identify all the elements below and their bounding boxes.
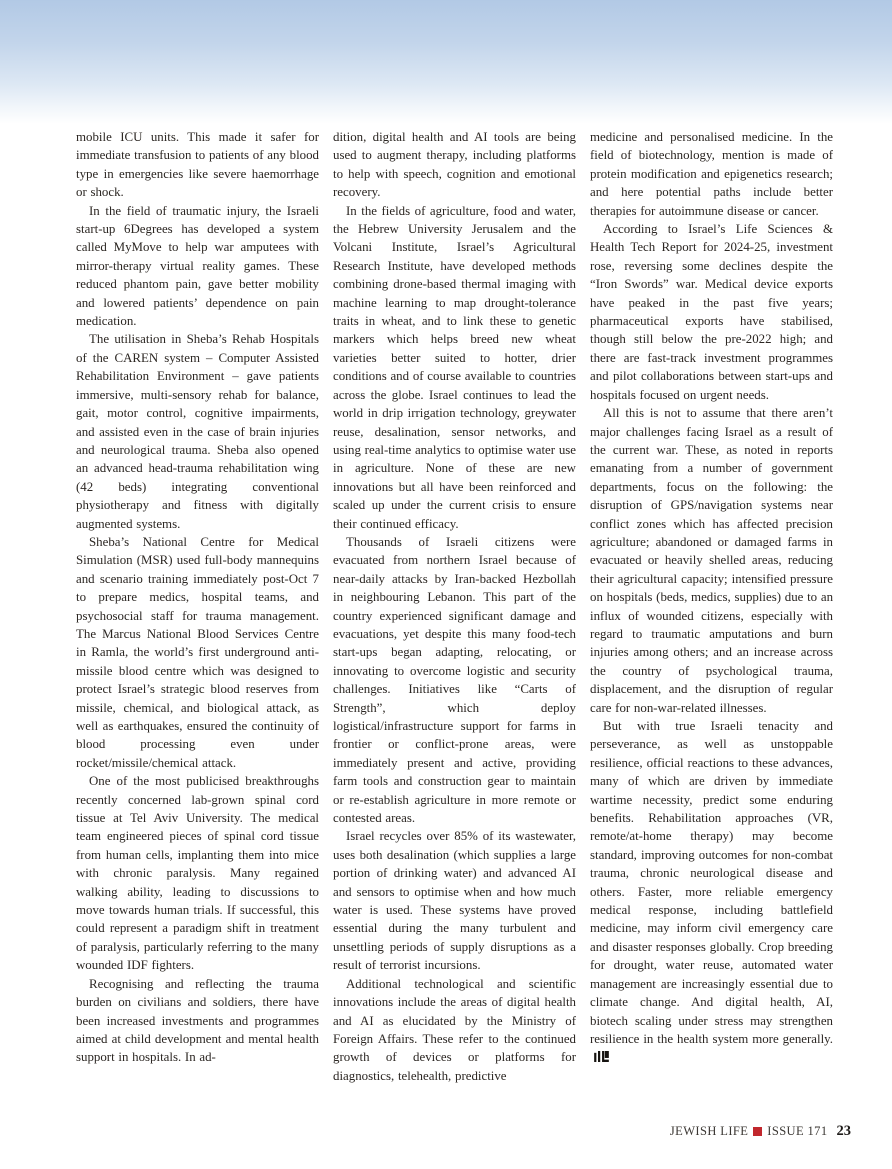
text-column-1	[76, 128, 319, 1114]
magazine-name: JEWISH LIFE	[669, 1124, 749, 1138]
article-paragraph: In the fields of agriculture, food and water, the Hebrew University Jerusalem and the Volcani Institute, Israel’s Agricultural Research Institute, have developed methods combining drone-based thermal imaging with machine learning to map drought-tolerance traits in wheat, and to link these to genetic markers which helps breed new wheat varieties better suited to hotter, drier conditions and of course available to countries across the globe. Israel continues to lead the world in drip irrigation technology, greywater reuse, desalination, sensor networks, and using real-time analytics to optimise water use in agriculture. None of these are new innovations but all have been reinforced and scaled up under the current crisis to ensure their continued efficacy.	[333, 203, 576, 531]
article-paragraph: Recognising and reflecting the trauma burden on civilians and soldiers, there have been increased investments and programmes aimed at child development and mental health support in hospitals. In ad-	[76, 976, 319, 1065]
article-paragraph: But with true Israeli tenacity and perseverance, as well as unstoppable resilience, official reactions to these advances, many of which are driven by immediate wartime necessity, predict some enduring benefits. Rehabilitation approaches (VR, remote/at-home therapy) may become standard, improving outcomes for non-combat trauma, chronic neurological disease and others. Faster, more reliable emergency medical response, including battlefield medicine, may inform civil emergency care and disaster responses globally. Crop breeding for drought, water reuse, automated water management are increasingly essential due to climate change. And digital health, AI, biotech scaling under stress may strengthen resilience in the health system more generally.	[590, 717, 833, 1067]
article-paragraph: Thousands of Israeli citizens were evacuated from northern Israel because of near-daily attacks by Iran-backed Hezbollah in neighbouring Lebanon. This part of the country experienced significant damage and evacuations, yet despite this many food-tech start-ups began adapting, relocating, or innovating to overcome logistic and security challenges. Initiatives like “Carts of Strength”, which deploy logistical/infrastructure support for farms in frontier or conflict-prone areas, were immediately present and active, providing farm tools and construction gear to maintain or re-establish agriculture in more remote or contested areas.	[333, 534, 576, 826]
article-paragraph: All this is not to assume that there aren’t major challenges facing Israel as a result of the current war. These, as noted in reports emanating from a number of government departments, focus on the following: the disruption of GPS/navigation systems near conflict zones which has affected precision agriculture; abandoned or damaged farms in evacuated or heavily shelled areas, reducing their agricultural capacity; intensified pressure on hospitals (beds, medics, supplies) due to an influx of wounded citizens, especially with regard to traumatic amputations and burn injuries among others; and an increase across the country of psychological trauma, displacement, and the disruption of regular care for non-war-related illnesses.	[590, 406, 833, 715]
article-paragraph: Israel recycles over 85% of its wastewater, uses both desalination (which supplies a large portion of drinking water) and advanced AI and sensors to optimise when and how much water is used. These systems have proved essential during the many turbulent and unsettling periods of supply disruptions as a result of terrorist incursions.	[333, 829, 576, 973]
article-paragraph: One of the most publicised breakthroughs recently concerned lab-grown spinal cord tissue at Tel Aviv University. The medical team engineered pieces of spinal cord tissue from human cells, implanting them into mice with chronic paralysis. Many regained walking ability, leading to discussions to move towards human trials. If successful, this could represent a paradigm shift in treatment of paralysis, particularly referring to the many wounded IDF fighters.	[76, 774, 319, 973]
article-paragraph: mobile ICU units. This made it safer for immediate transfusion to patients of any blood type in emergencies like severe haemorrhage or shock.	[76, 130, 319, 200]
page-footer	[670, 1123, 851, 1139]
issue-label: ISSUE 171	[767, 1124, 828, 1138]
text-column-3	[590, 128, 833, 1114]
article-paragraph: Sheba’s National Centre for Medical Simulation (MSR) used full-body mannequins and scenario training immediately post-Oct 7 to prepare medics, hospital teams, and psychosocial staff for trauma management. The Marcus National Blood Services Centre in Ramla, the world’s first underground anti-missile blood centre which was designed to protect Israel’s strategic blood reserves from missile, chemical, and biological attack, as well as earthquakes, ensured the continuity of blood processing even under rocket/missile/chemical attack.	[76, 534, 319, 770]
red-square-icon	[753, 1127, 762, 1136]
article-paragraph: Additional technological and scientific innovations include the areas of digital health and AI as elucidated by the Ministry of Foreign Affairs. These refer to the continued growth of devices or platforms for diagnostics, telehealth, predictive	[333, 976, 576, 1083]
page-number: 23	[836, 1123, 851, 1139]
article-paragraph: According to Israel’s Life Sciences & Health Tech Report for 2024-25, investment rose, reversing some declines despite the “Iron Swords” war. Medical device exports have peaked in the past five years; pharmaceutical exports have stabilised, though still below the pre-2022 high; and there are fast-track investment programmes and pilot collaborations between start-ups and hospitals focused on urgent needs.	[590, 222, 833, 402]
article-paragraph: The utilisation in Sheba’s Rehab Hospitals of the CAREN system – Computer Assisted Rehabilitation Environment – gave patients immersive, multi-sensory rehab for balance, gait, motor control, cognitive impairments, and assisted even in the case of brain injuries and neurological trauma. Sheba also opened an advanced head-trauma rehabilitation wing (42 beds) integrating conventional physiotherapy and fitness with digitally augmented systems.	[76, 332, 319, 531]
text-column-2	[333, 128, 576, 1114]
article-paragraph: medicine and personalised medicine. In the field of biotechnology, mention is made of protein modification and epigenetics research; and here potential paths include better therapies for autoimmune disease or cancer.	[590, 130, 833, 218]
article-paragraph: In the field of traumatic injury, the Israeli start-up 6Degrees has developed a system called MyMove to help war amputees with mirror-therapy virtual reality games. These reduced phantom pain, gave better mobility and lowered patients’ dependence on pain medication.	[76, 203, 319, 329]
jewish-life-end-mark-icon	[594, 1051, 609, 1062]
top-gradient-banner	[0, 0, 892, 124]
article-paragraph: dition, digital health and AI tools are being used to augment therapy, including platforms to help with speech, cognition and emotional recovery.	[333, 130, 576, 200]
